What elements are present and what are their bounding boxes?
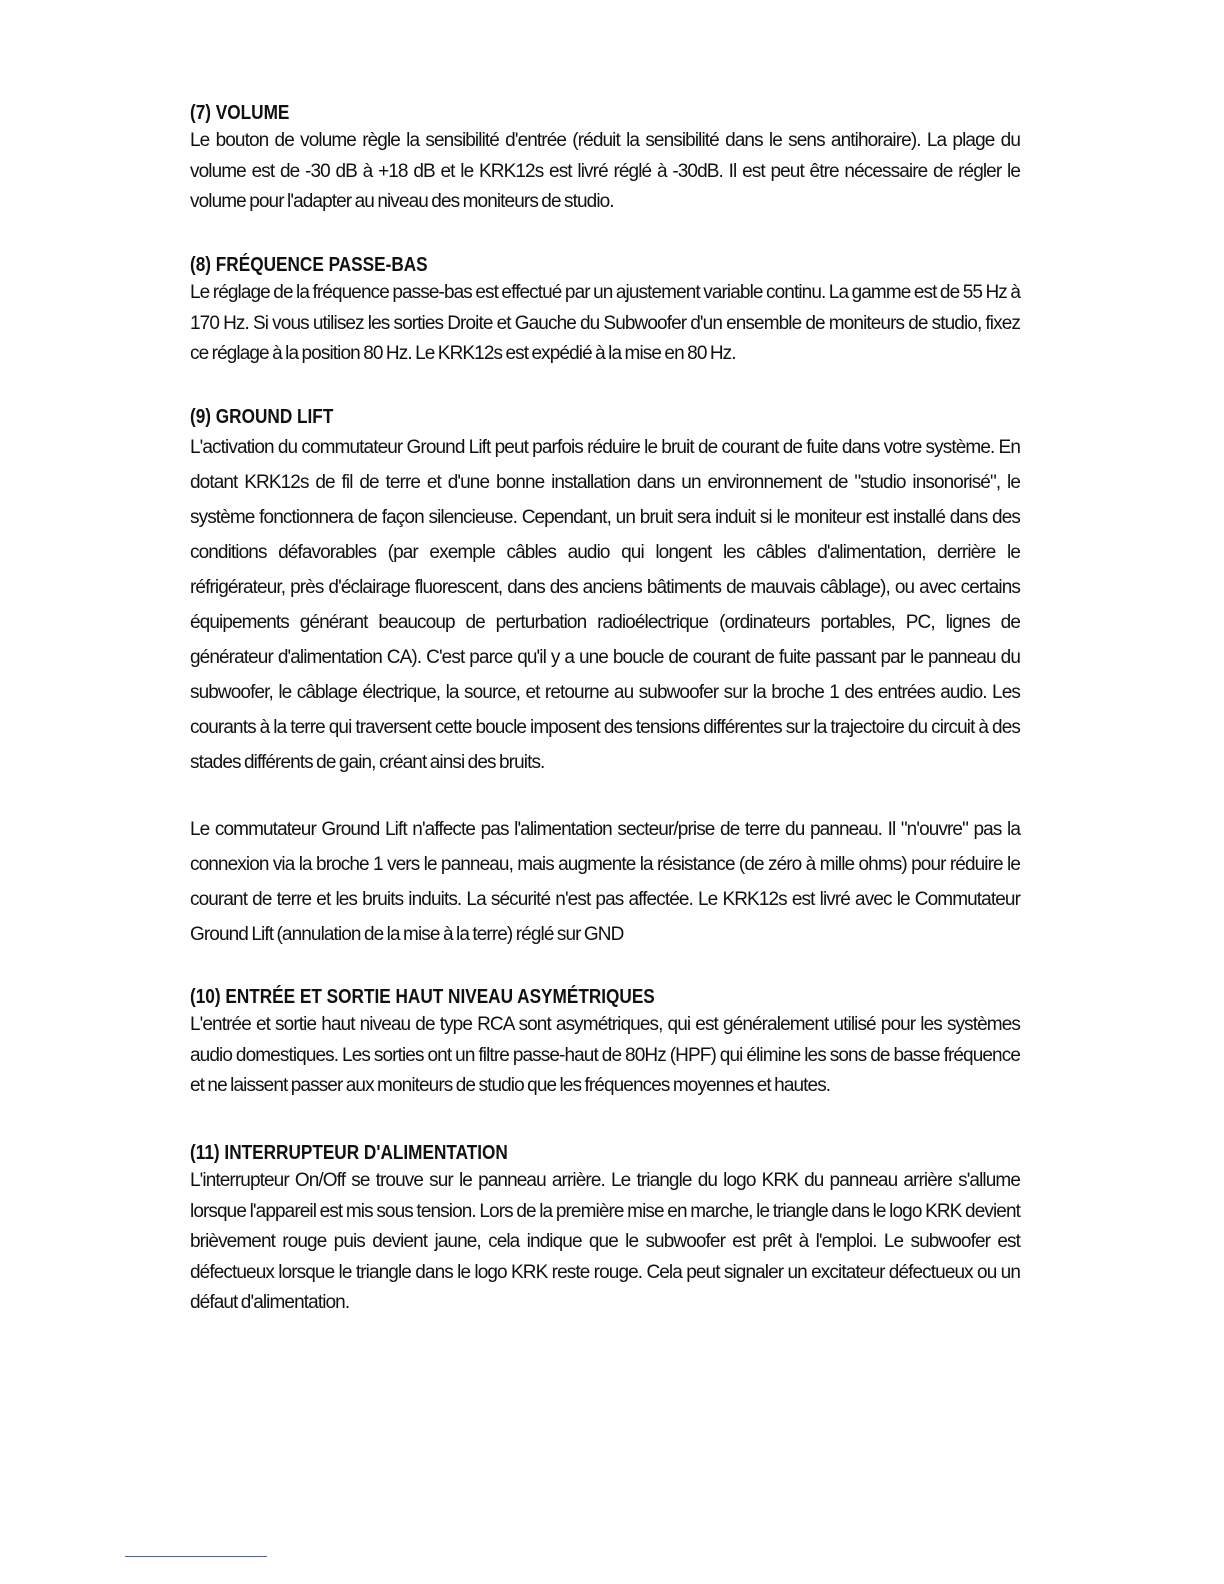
section-entree-sortie bbox=[190, 984, 1020, 1102]
section-heading: (11) INTERRUPTEUR D'ALIMENTATION bbox=[190, 1142, 508, 1164]
section-paragraph: L'interrupteur On/Off se trouve sur le panneau arrière. Le triangle du logo KRK du panneau arrière s'allume lorsque l'appareil est mis sous tension. Lors de la première mise en marche, le triangle dans le logo KRK devient brièvement rouge puis devient jaune, cela indique que le subwoofer est prêt à l'emploi. Le subwoofer est défectueux lorsque le triangle dans le logo KRK reste rouge. Cela peut signaler un excitateur défectueux ou un défaut d'alimentation. bbox=[190, 1170, 1020, 1313]
section-paragraph: L'entrée et sortie haut niveau de type RCA sont asymétriques, qui est généralement utilisé pour les systèmes audio domestiques. Les sorties ont un filtre passe-haut de 80Hz (HPF) qui élimine les sons de basse fréquence et ne laissent passer aux moniteurs de studio que les fréquences moyennes et hautes. bbox=[190, 1014, 1020, 1096]
section-paragraph: L'activation du commutateur Ground Lift peut parfois réduire le bruit de courant de fuite dans votre système. En dotant KRK12s de fil de terre et d'une bonne installation dans un environnement de "studio insonorisé", le système fonctionnera de façon silencieuse. Cependant, un bruit sera induit si le moniteur est installé dans des conditions défavorables (par exemple câbles audio qui longent les câbles d'alimentation, derrière le réfrigérateur, près d'éclairage fluorescent, dans des anciens bâtiments de mauvais câblage), ou avec certains équipements générant beaucoup de perturbation radioélectrique (ordinateurs portables, PC, lignes de générateur d'alimentation CA). C'est parce qu'il y a une boucle de courant de fuite passant par le panneau du subwoofer, le câblage électrique, la source, et retourne au subwoofer sur la broche 1 des entrées audio. Les courants à la terre qui traversent cette boucle imposent des tensions différentes sur la trajectoire du circuit à des stades différents de gain, créant ainsi des bruits. bbox=[190, 437, 1020, 773]
section-heading: (8) FRÉQUENCE PASSE-BAS bbox=[190, 254, 428, 276]
section-ground-lift bbox=[190, 404, 1020, 780]
section-heading: (9) GROUND LIFT bbox=[190, 406, 334, 428]
section-heading: (7) VOLUME bbox=[190, 102, 290, 124]
section-ground-lift-continued bbox=[190, 812, 1020, 952]
section-interrupteur bbox=[190, 1140, 1020, 1319]
section-paragraph: Le réglage de la fréquence passe-bas est effectué par un ajustement variable continu. La gamme est de 55 Hz à 170 Hz. Si vous utilisez les sorties Droite et Gauche du Subwoofer d'un ensemble de moniteurs de studio, fixez ce réglage à la position 80 Hz. Le KRK12s est expédié à la mise en 80 Hz. bbox=[190, 282, 1020, 364]
footnote-divider bbox=[125, 1556, 267, 1557]
section-paragraph: Le commutateur Ground Lift n'affecte pas l'alimentation secteur/prise de terre du panneau. Il "n'ouvre" pas la connexion via la broche 1 vers le panneau, mais augmente la résistance (de zéro à mille ohms) pour réduire le courant de terre et les bruits induits. La sécurité n'est pas affectée. Le KRK12s est livré avec le Commutateur Ground Lift (annulation de la mise à la terre) réglé sur GND bbox=[190, 819, 1020, 945]
section-heading: (10) ENTRÉE ET SORTIE HAUT NIVEAU ASYMÉTRIQUES bbox=[190, 986, 655, 1008]
section-paragraph: Le bouton de volume règle la sensibilité d'entrée (réduit la sensibilité dans le sens antihoraire). La plage du volume est de -30 dB à +18 dB et le KRK12s est livré réglé à -30dB. Il est peut être nécessaire de régler le volume pour l'adapter au niveau des moniteurs de studio. bbox=[190, 130, 1020, 212]
section-frequence-passe-bas bbox=[190, 252, 1020, 370]
section-volume bbox=[190, 100, 1020, 218]
